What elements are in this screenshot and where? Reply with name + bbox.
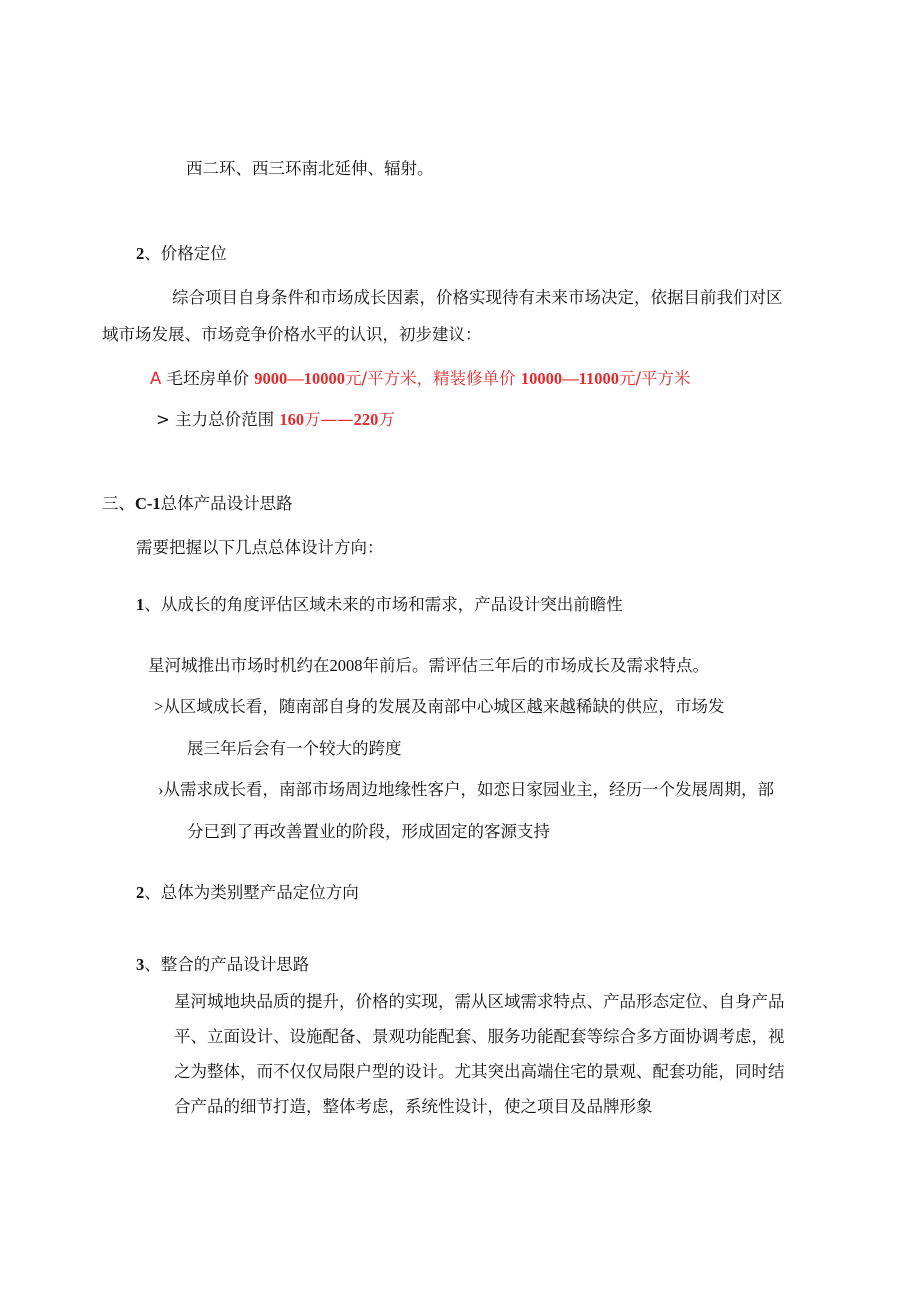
finished-price-value: 10000—11000 [520,369,619,388]
design-lead-line: 需要把握以下几点总体设计方向： [136,538,384,557]
total-range-separator: 万—— [304,410,354,429]
sub1-number: 1 [136,595,145,614]
bullet-text: 从区域成长看，随南部自身的发展及南部中心城区越来越稀缺的供应，市场发 [163,697,725,716]
price-intro-line-1: 综合项目自身条件和市场成长因素，价格实现待有未来市场决定，依据目前我们对区 [172,288,783,307]
finished-price-unit: 元/平方米 [618,369,691,388]
sub3-title: 、整合的产品设计思路 [144,955,310,974]
sub1-bullet2-line1 [158,779,774,801]
sub1-title: 、从成长的角度评估区域未来的市场和需求，产品设计突出前瞻性 [144,595,623,614]
design-section-heading [102,493,293,515]
bullet-text: 从需求成长看，南部市场周边地缘性客户，如恋日家园业主，经历一个发展周期，部 [163,780,774,799]
price-bullet-unit [150,368,691,390]
price-section-heading [136,243,227,265]
rough-price-value: 9000—10000 [254,369,346,388]
price-intro-line-2: 域市场发展、市场竞争价格水平的认识，初步建议： [102,325,482,344]
rough-price-unit: 元/平方米，精装修单价 [345,369,521,388]
sub3-number: 3 [136,955,145,974]
bullet-mark: › [158,780,164,799]
sub2-heading [136,882,359,904]
bullet-label: 毛坯房单价 [166,369,255,388]
heading-code: C-1 [135,494,161,513]
bullet-mark: > [154,697,164,716]
sub1-heading [136,594,623,616]
heading-number: 2 [136,244,145,263]
heading-title: 、价格定位 [144,244,227,263]
continuation-line: 西二环、西三环南北延伸、辐射。 [186,159,434,178]
sub2-title: 、总体为类别墅产品定位方向 [144,883,359,902]
total-unit: 万 [378,410,395,429]
heading-title: 总体产品设计思路 [160,494,293,513]
sub1-bullet1-line2: 展三年后会有一个较大的跨度 [187,739,402,758]
sub3-line-4: 合产品的细节打造，整体考虑，系统性设计，使之项目及品牌形象 [174,1097,653,1116]
sub3-line-3: 之为整体，而不仅仅局限户型的设计。尤其突出高端住宅的景观、配套功能，同时结 [174,1062,785,1081]
bullet-mark: A [150,369,162,388]
sub1-paragraph: 星河城推出市场时机约在2008年前后。需评估三年后的市场成长及需求特点。 [148,656,709,675]
total-max-value: 220 [353,410,379,429]
total-min-value: 160 [279,410,305,429]
sub3-heading [136,954,309,976]
price-bullet-total [156,409,395,431]
sub1-bullet1-line1 [154,696,724,718]
sub3-line-1: 星河城地块品质的提升，价格的实现，需从区域需求特点、产品形态定位、自身产品 [174,992,785,1011]
heading-prefix: 三、 [102,494,135,513]
bullet-label: 主力总价范围 [175,410,280,429]
sub2-number: 2 [136,883,145,902]
sub3-line-2: 平、立面设计、设施配备、景观功能配套、服务功能配套等综合多方面协调考虑，视 [174,1027,785,1046]
bullet-mark: > [156,410,170,429]
sub1-bullet2-line2: 分已到了再改善置业的阶段，形成固定的客源支持 [187,822,550,841]
